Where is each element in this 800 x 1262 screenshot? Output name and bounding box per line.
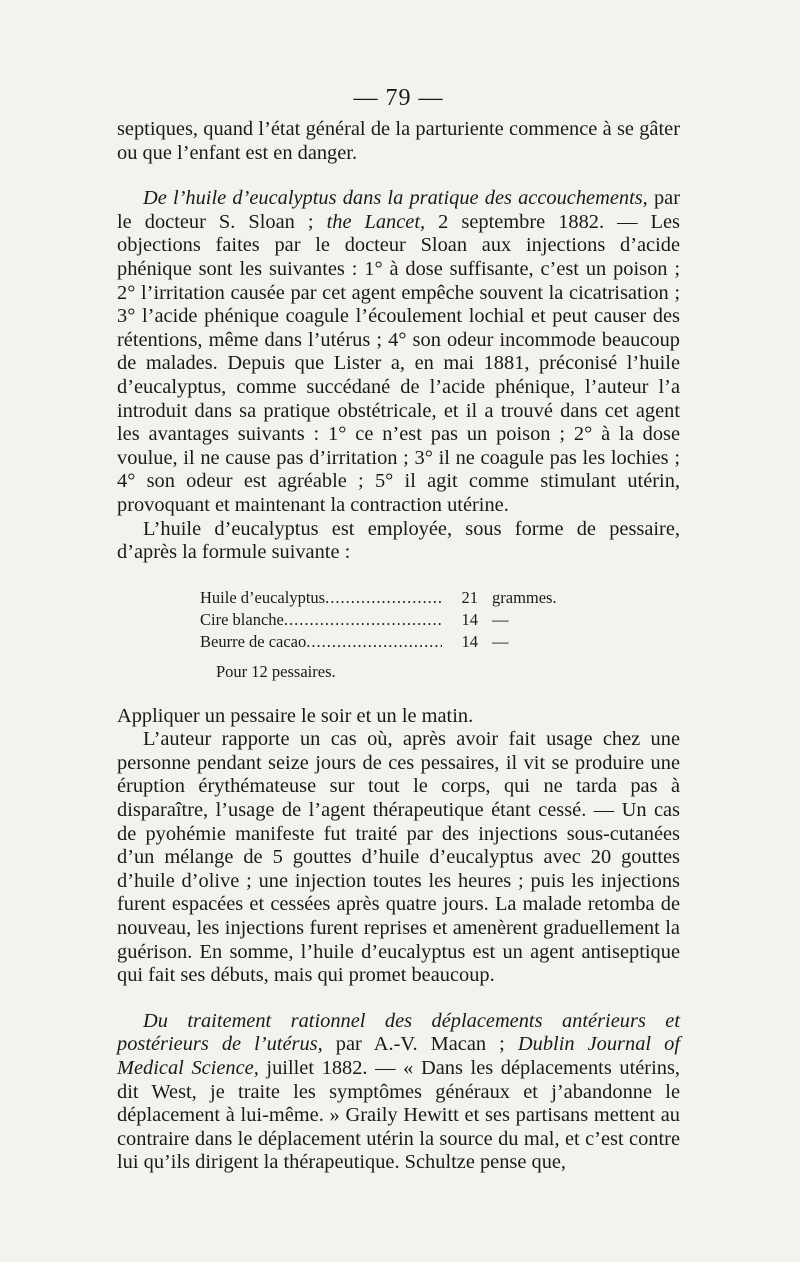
recipe-total: Pour 12 pessaires.	[216, 661, 336, 681]
recipe-formula	[200, 587, 600, 683]
article-eucalyptus	[117, 187, 680, 517]
leader-dots	[325, 587, 442, 609]
article-author: par A.-V. Macan ;	[322, 1033, 518, 1056]
article-body: juillet 1882. — « Dans les déplacements utérins, dit West, je traite les symptômes généraux et j’abandonne le déplacement à lui-même. » Graily Hewitt et ses partisans mettent au contraire dans le déplacement utérin la source du mal, et c’est contre lui qu’ils dirigent la thérapeutique. Schultze pense que,	[117, 1057, 680, 1174]
paragraph-application: Appliquer un pessaire le soir et un le matin.	[117, 704, 474, 727]
recipe-unit: grammes.	[492, 587, 557, 607]
recipe-ingredient: Cire blanche	[200, 609, 284, 629]
page-number: — 79 —	[353, 85, 444, 111]
recipe-ingredient: Beurre de cacao	[200, 631, 307, 651]
leader-dots	[306, 631, 442, 653]
recipe-quantity: 14	[461, 631, 478, 651]
article-body: 2 septembre 1882. — Les objections faites par le docteur Sloan aux injections d’acide phénique sont les suivantes : 1° à dose suffisante, c’est un poison ; 2° l’irritation causée par cet agent empêche souvent la cicatrisation ; 3° l’acide phénique coagule l’écoulement lochial et peut causer des rétentions, même dans l’utérus ; 4° son odeur incommode beaucoup de malades. Depuis que Lister a, en mai 1881, préconisé l’huile d’eucalyptus, comme succédané de l’acide phénique, l’auteur l’a introduit dans sa pratique obstétricale, et il a trouvé dans cet agent les avantages suivants : 1° ce n’est pas un poison ; 2° à la dose voulue, il ne cause pas d’irritation ; 3° il ne coagule pas les lochies ; 4° son odeur est agréable ; 5° il agit comme stimulant utérin, provoquant et maintenant la contraction utérine.	[117, 210, 680, 516]
recipe-row	[200, 587, 600, 609]
article-title: Du traitement rationnel des déplacements antérieurs et postérieurs de l’utérus,	[117, 1009, 680, 1056]
recipe-unit: —	[492, 609, 509, 629]
article-uterus	[117, 1010, 680, 1175]
article-author: par le docteur S. Sloan ;	[117, 187, 680, 233]
recipe-quantity: 14	[461, 609, 478, 629]
leader-dots	[284, 609, 442, 631]
paragraph-continuation: septiques, quand l’état général de la parturiente commence à se gâter ou que l’enfant est en danger.	[117, 118, 680, 164]
recipe-row	[200, 631, 600, 653]
recipe-quantity: 21	[461, 587, 478, 607]
paragraph-formula-intro: L’huile d’eucalyptus est employée, sous forme de pessaire, d’après la formule suivante :	[117, 517, 680, 564]
recipe-ingredient: Huile d’eucalyptus	[200, 587, 326, 607]
recipe-row	[200, 609, 600, 631]
article-title: De l’huile d’eucalyptus dans la pratique des accouchements,	[143, 187, 648, 210]
paragraph-case-report: L’auteur rapporte un cas où, après avoir fait usage chez une personne pendant seize jours de ces pessaires, il vit se produire une éruption érythémateuse sur tout le corps, qui ne tarda pas à disparaître, l’usage de l’agent thérapeutique étant cessé. — Un cas de pyohémie manifeste fut traité par des injections sous-cutanées d’un mélange de 5 gouttes d’huile d’eucalyptus avec 20 gouttes d’huile d’olive ; une injection toutes les heures ; puis les injections furent espacées et cessées après quatre jours. La malade retomba de nouveau, les injections furent reprises et amenèrent graduellement la guérison. En somme, l’huile d’eucalyptus est un agent antiseptique qui fait ses débuts, mais qui promet beaucoup.	[117, 728, 680, 987]
journal-name: Dublin Journal of Medical Science,	[117, 1033, 680, 1079]
journal-name: the Lancet,	[326, 210, 426, 233]
recipe-unit: —	[492, 631, 509, 651]
